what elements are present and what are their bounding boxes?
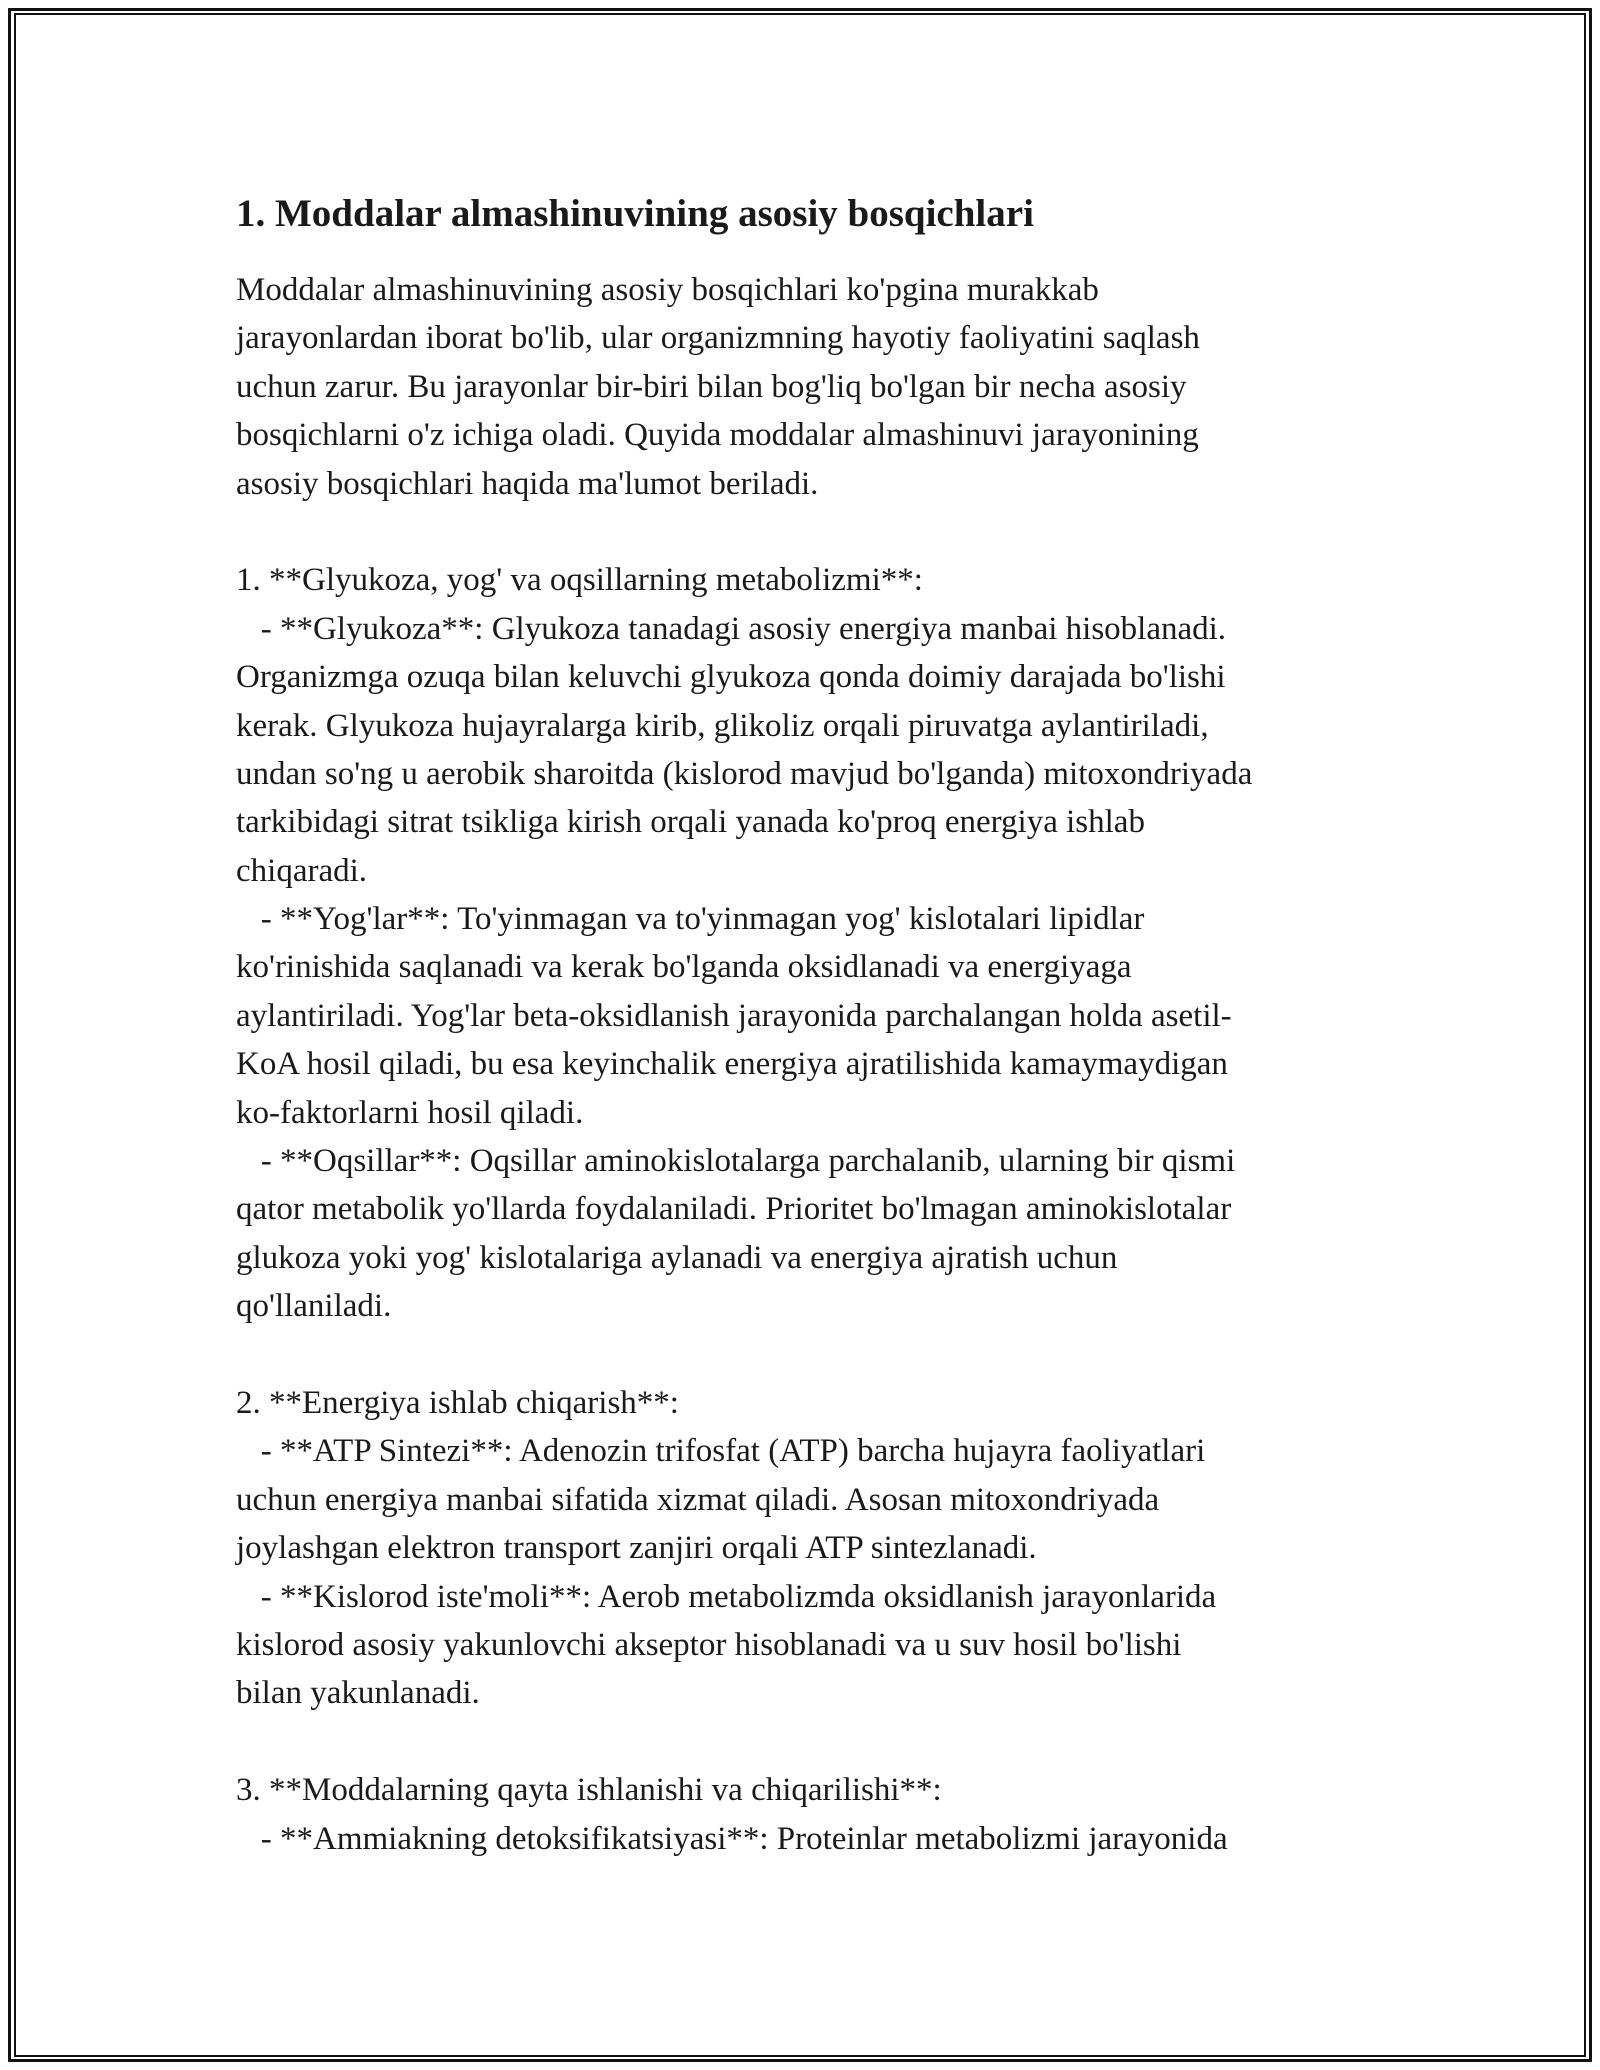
text-line: Moddalar almashinuvining asosiy bosqichlari ko'pgina murakkab — [236, 272, 1099, 308]
text-line: 2. **Energiya ishlab chiqarish**: — [236, 1384, 679, 1421]
text-line: glukoza yoki yog' kislotalariga aylanadi va energiya ajratish uchun — [236, 1239, 1118, 1276]
document-body — [236, 266, 1386, 1863]
blank-line — [236, 1331, 1386, 1379]
blank-line — [236, 508, 1386, 556]
document-title: 1. Moddalar almashinuvining asosiy bosqichlari — [236, 192, 1034, 235]
text-line: undan so'ng u aerobik sharoitda (kislorod mavjud bo'lganda) mitoxondriyada — [236, 755, 1253, 792]
document-content — [236, 182, 1386, 1863]
text-line: Organizmga ozuqa bilan keluvchi glyukoza qonda doimiy darajada bo'lishi — [236, 659, 1226, 696]
text-line: - **Yog'lar**: To'yinmagan va to'yinmagan yog' kislotalari lipidlar — [236, 901, 1145, 938]
text-line: - **Ammiakning detoksifikatsiyasi**: Proteinlar metabolizmi jarayonida — [236, 1820, 1228, 1857]
text-line: aylantiriladi. Yog'lar beta-oksidlanish jarayonida parchalangan holda asetil- — [236, 997, 1232, 1034]
text-line: jarayonlardan iborat bo'lib, ular organizmning hayotiy faoliyatini saqlash — [236, 320, 1200, 357]
text-line: 3. **Moddalarning qayta ishlanishi va chiqarilishi**: — [236, 1772, 942, 1809]
text-line: qo'llaniladi. — [236, 1288, 392, 1325]
text-line: - **ATP Sintezi**: Adenozin trifosfat (ATP) barcha hujayra faoliyatlari — [236, 1433, 1206, 1470]
text-line: bilan yakunlanadi. — [236, 1675, 480, 1712]
text-line: - **Glyukoza**: Glyukoza tanadagi asosiy energiya manbai hisoblanadi. — [236, 610, 1227, 647]
text-line: asosiy bosqichlari haqida ma'lumot beriladi. — [236, 465, 819, 502]
text-line: ko-faktorlarni hosil qiladi. — [236, 1094, 584, 1131]
text-line: bosqichlarni o'z ichiga oladi. Quyida moddalar almashinuvi jarayonining — [236, 417, 1199, 454]
text-line: - **Kislorod iste'moli**: Aerob metabolizmda oksidlanish jarayonlarida — [236, 1578, 1217, 1615]
text-line: uchun zarur. Bu jarayonlar bir-biri bilan bog'liq bo'lgan bir necha asosiy — [236, 368, 1187, 405]
text-line: qator metabolik yo'llarda foydalaniladi. Prioritet bo'lmagan aminokislotalar — [236, 1191, 1232, 1228]
text-line: 1. **Glyukoza, yog' va oqsillarning metabolizmi**: — [236, 562, 923, 599]
text-line: chiqaradi. — [236, 852, 368, 889]
text-line: joylashgan elektron transport zanjiri orqali ATP sintezlanadi. — [236, 1530, 1037, 1567]
text-line: - **Oqsillar**: Oqsillar aminokislotalarga parchalanib, ularning bir qismi — [236, 1143, 1236, 1180]
text-line: ko'rinishida saqlanadi va kerak bo'lganda oksidlanadi va energiyaga — [236, 949, 1132, 986]
text-line: kerak. Glyukoza hujayralarga kirib, glikoliz orqali piruvatga aylantiriladi, — [236, 707, 1209, 744]
text-line: tarkibidagi sitrat tsikliga kirish orqali yanada ko'proq energiya ishlab — [236, 804, 1145, 841]
blank-line — [236, 1718, 1386, 1766]
text-line: KoA hosil qiladi, bu esa keyinchalik energiya ajratilishida kamaymaydigan — [236, 1046, 1228, 1083]
text-line: uchun energiya manbai sifatida xizmat qiladi. Asosan mitoxondriyada — [236, 1481, 1160, 1518]
text-line: kislorod asosiy yakunlovchi akseptor hisoblanadi va u suv hosil bo'lishi — [236, 1626, 1182, 1663]
